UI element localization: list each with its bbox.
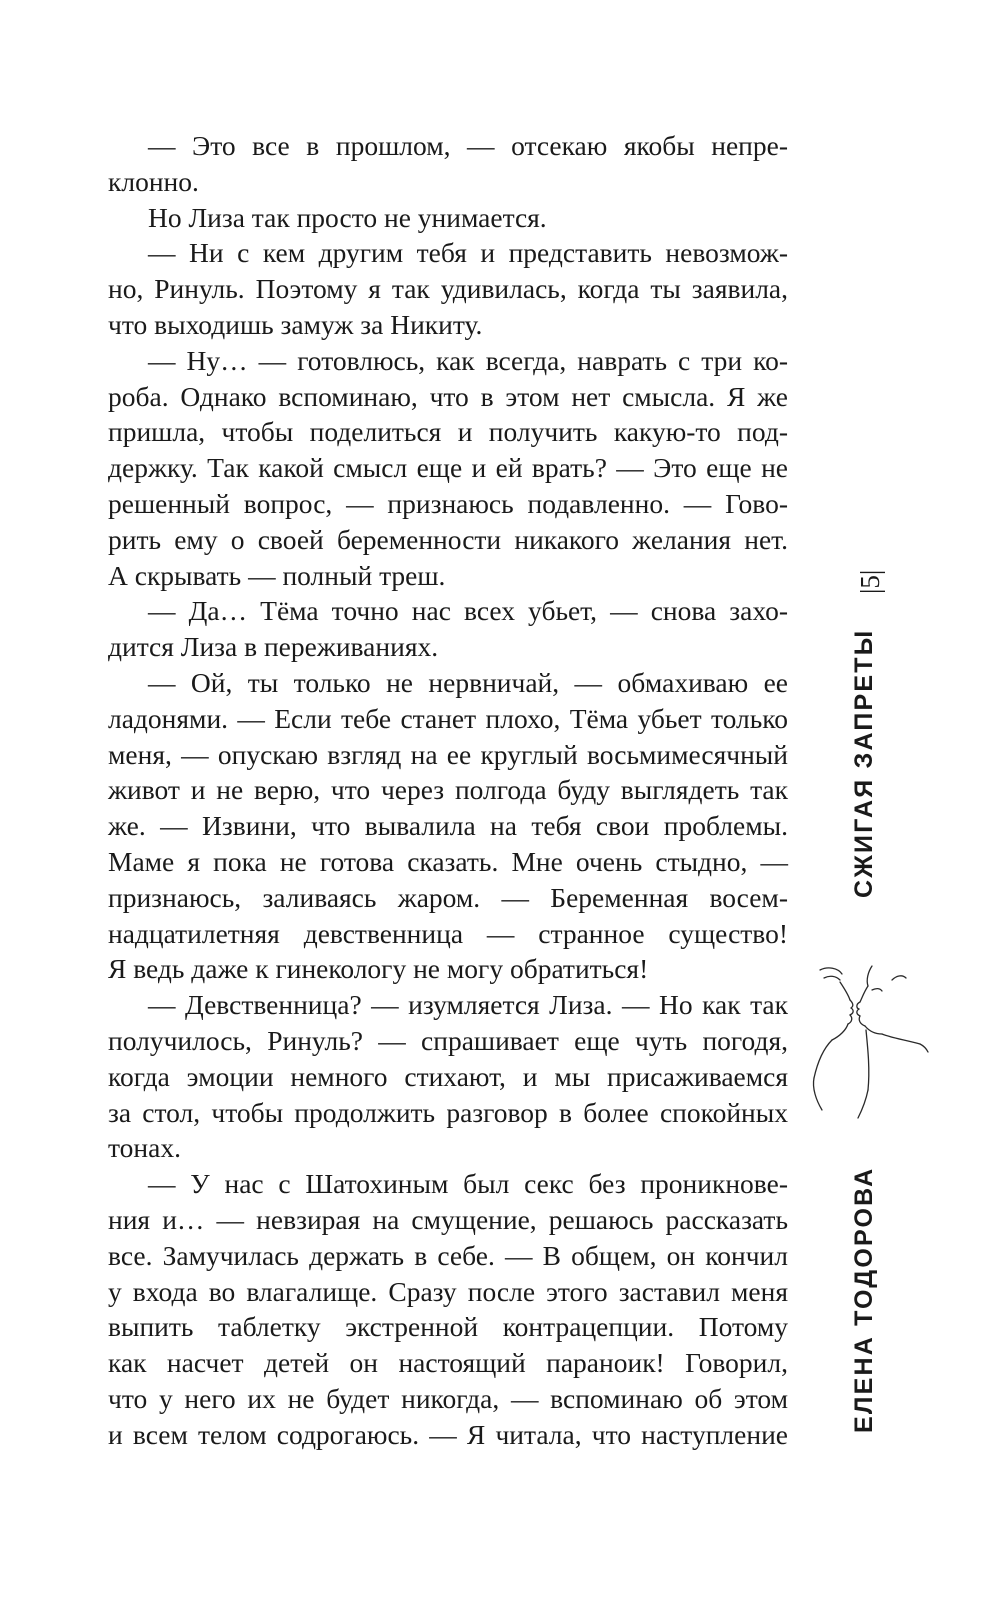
text-line: Маме я пока не готова сказать. Мне очень стыдно, —	[108, 845, 788, 877]
text-line: рить ему о своей беременности никакого желания нет.	[108, 523, 788, 555]
text-line: что у него их не будет никогда, — вспоминаю об этом	[108, 1382, 788, 1414]
text-line: решенный вопрос, — признаюсь подавленно. — Гово-	[108, 487, 788, 519]
text-line: у входа во влагалище. Сразу после этого заставил меня	[108, 1275, 788, 1307]
text-line: же. — Извини, что вывалила на тебя свои проблемы.	[108, 810, 788, 842]
text-line: но, Ринуль. Поэтому я так удивилась, когда ты заявила,	[108, 273, 788, 305]
text-line: Я ведь даже к гинекологу не могу обратиться!	[108, 953, 649, 985]
text-line: выпить таблетку экстренной контрацепции. Потому	[108, 1311, 788, 1343]
text-line: дится Лиза в переживаниях.	[108, 631, 439, 663]
text-line: Но Лиза так просто не унимается.	[148, 201, 547, 233]
text-line: надцатилетняя девственница — странное существо!	[108, 917, 788, 949]
body-text	[108, 128, 788, 1452]
text-line: — Ну… — готовлюсь, как всегда, наврать с три ко-	[148, 344, 788, 376]
text-line: — Ой, ты только не нервничай, — обмахиваю ее	[148, 666, 788, 698]
text-line: — Да… Тёма точно нас всех убьет, — снова захо-	[148, 595, 788, 627]
text-line: пришла, чтобы поделиться и получить какую-то под-	[108, 416, 788, 448]
text-line: что выходишь замуж за Никиту.	[108, 308, 483, 340]
text-line: получилось, Ринуль? — спрашивает еще чуть погодя,	[108, 1024, 788, 1056]
text-line: признаюсь, заливаясь жаром. — Беременная восем-	[108, 881, 788, 913]
text-line: — Ни с кем другим тебя и представить невозмож-	[148, 237, 788, 269]
text-line: держку. Так какой смысл еще и ей врать? — Это еще не	[108, 452, 788, 484]
text-line: живот и не верю, что через полгода буду выглядеть так	[108, 774, 788, 806]
text-line: ния и… — невзирая на смущение, решаюсь рассказать	[108, 1203, 788, 1235]
text-line: тонах.	[108, 1132, 181, 1164]
text-line: как насчет детей он настоящий параноик! Говорил,	[108, 1347, 788, 1379]
text-line: — Девственница? — изумляется Лиза. — Но как так	[148, 989, 788, 1021]
text-line: — У нас с Шатохиным был секс без проникнове-	[148, 1168, 788, 1200]
text-line: — Это все в прошлом, — отсекаю якобы непре-	[148, 130, 788, 161]
book-title: СЖИГАЯ ЗАПРЕТЫ	[850, 628, 878, 898]
text-line: когда эмоции немного стихают, и мы присаживаемся	[108, 1060, 788, 1092]
text-line: ладонями. — Если тебе станет плохо, Тёма убьет только	[108, 702, 788, 734]
kissing-faces-sketch-icon	[810, 960, 930, 1120]
text-line: А скрывать — полный треш.	[108, 559, 446, 591]
text-line: роба. Однако вспоминаю, что в этом нет смысла. Я же	[108, 380, 788, 412]
text-line: и всем телом содрогаюсь. — Я читала, что наступление	[108, 1418, 788, 1450]
text-line: клонно.	[108, 165, 199, 197]
text-line: за стол, чтобы продолжить разговор в более спокойных	[108, 1096, 788, 1128]
text-line: все. Замучилась держать в себе. — В общем, он кончил	[108, 1239, 788, 1271]
text-line: меня, — опускаю взгляд на ее круглый восьмимесячный	[108, 738, 788, 770]
author-name: ЕЛЕНА ТОДОРОВА	[850, 1166, 878, 1433]
page-number: |5|	[855, 569, 885, 594]
